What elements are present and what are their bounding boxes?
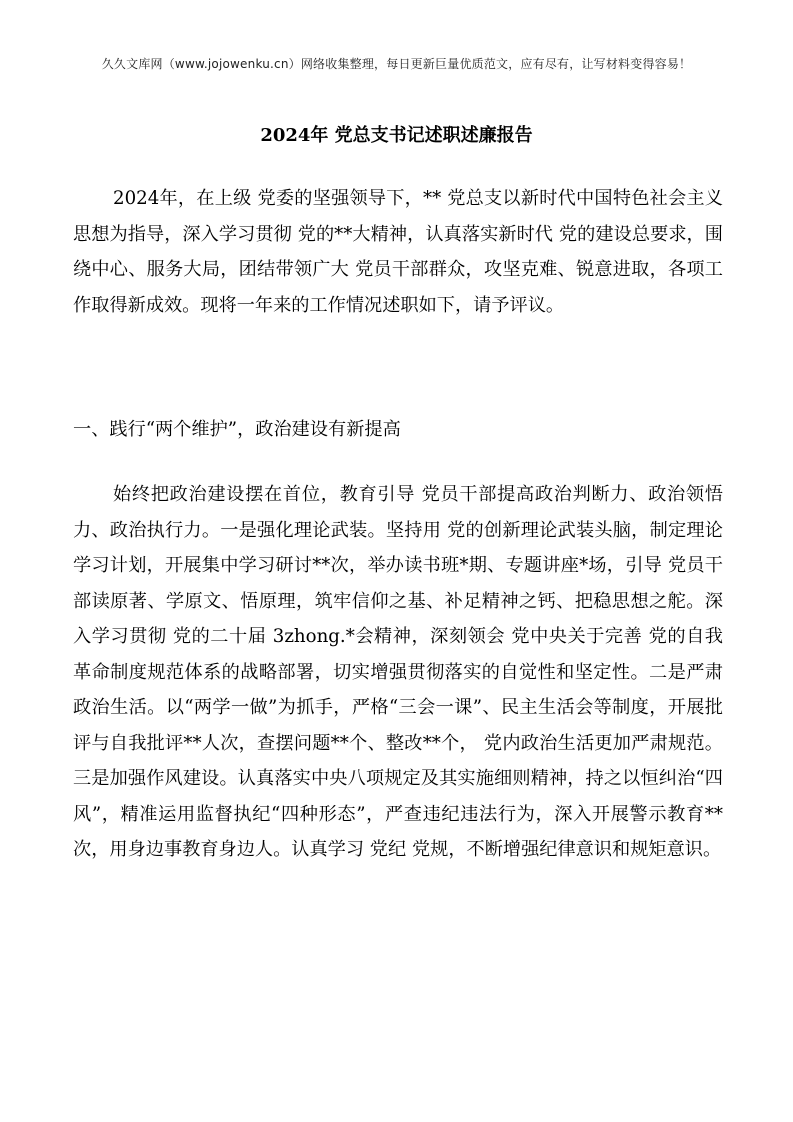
section-heading: 一、践行“两个维护”，政治建设有新提高 (73, 419, 401, 440)
section-body-paragraph: 始终把政治建设摆在首位，教育引导 党员干部提高政治判断力、政治领悟力、政治执行力。一是强化理论武装。坚持用 党的创新理论武装头脑，制定理论学习计划，开展集中学习研讨**次，举办读书班*期、专题讲座*场，引导 党员干部读原著、学原文、悟原理，筑牢信仰之基、补足精神之钙、把稳思想之舵。深入学习贯彻 党的二十届 3zhong.*会精神，深刻领会 党中央关于完善 党的自我革命制度规范体系的战略部署，切实增强贯彻落实的自觉性和坚定性。二是严肃政治生活。以“两学一做”为抓手，严格“三会一课”、民主生活会等制度，开展批评与自我批评**人次，查摆问题**个、整改**个， 党内政治生活更加严肃规范。三是加强作风建设。认真落实中央八项规定及其实施细则精神，持之以恒纠治“四风”，精准运用监督执纪“四种形态”，严查违纪违法行为，深入开展警示教育**次，用身边事教育身边人。认真学习 党纪 党规，不断增强纪律意识和规矩意识。 (73, 484, 723, 860)
document-title: 2024年 党总支书记述职述廉报告 (260, 125, 533, 146)
page-header: 久久文库网（www.jojowenku.cn）网络收集整理，每日更新巨量优质范文，应有尽有，让写材料变得容易！ (101, 57, 692, 71)
intro-paragraph: 2024年，在上级 党委的坚强领导下，** 党总支以新时代中国特色社会主义思想为指导，深入学习贯彻 党的**大精神，认真落实新时代 党的建设总要求，围绕中心、服务大局，团结带领广大 党员干部群众，攻坚克难、锐意进取，各项工作取得新成效。现将一年来的工作情况述职如下，请予评议。 (73, 188, 723, 316)
